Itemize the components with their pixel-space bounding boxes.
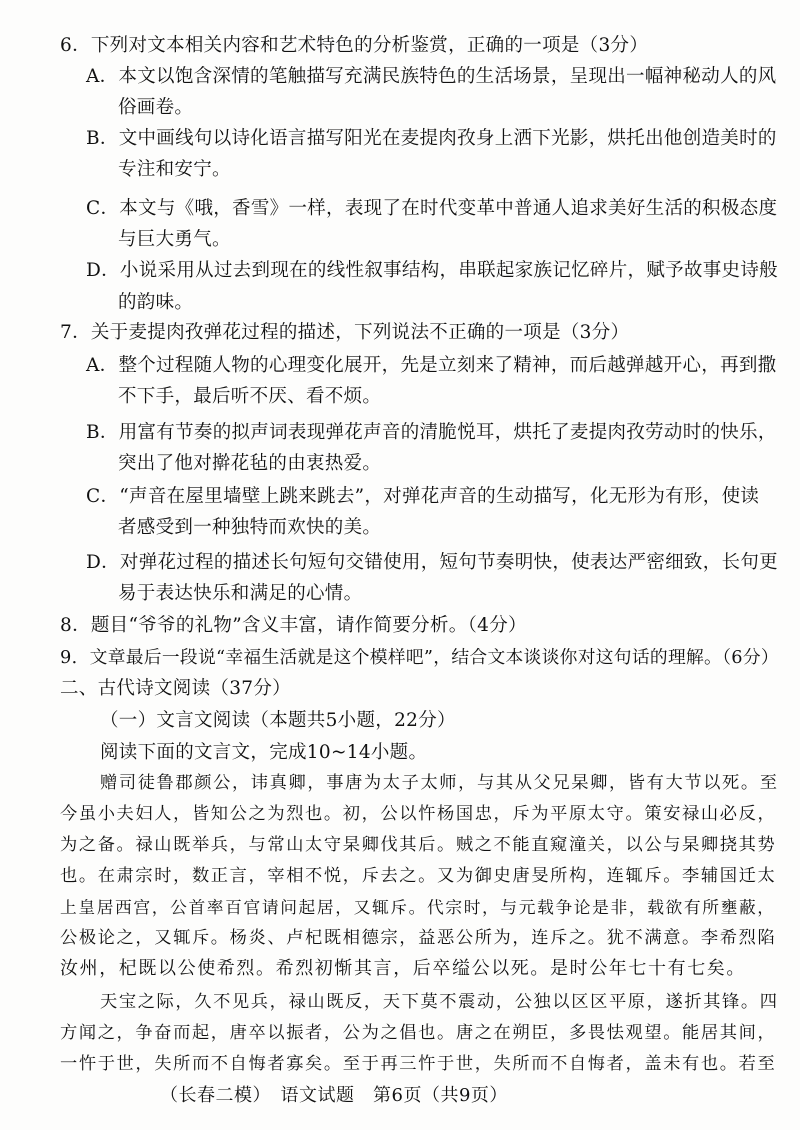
question-6-option-d-cont: 的韵味。 bbox=[118, 292, 194, 313]
classical-text-line: 为之备。禄山既举兵，与常山太守杲卿伐其后。贼之不能直窥潼关，以公与杲卿挠其势 bbox=[60, 835, 777, 855]
classical-text-line: 方闻之，争奋而起，唐卒以振者，公为之倡也。唐之在朔臣，多畏怯观望。能居其间， bbox=[60, 1023, 777, 1043]
page-footer: （长春二模） 语文试题 第6页（共9页） bbox=[160, 1085, 508, 1106]
question-8: 8．题目“爷爷的礼物”含义丰富，请作简要分析。（4分） bbox=[60, 615, 527, 636]
classical-text-line: 上皇居西宫，公首率百官请问起居，又辄斥。代宗时，与元载争论是非，载欲有所壅蔽， bbox=[60, 897, 776, 917]
subsection-heading: （一）文言文阅读（本题共5小题，22分） bbox=[100, 710, 456, 731]
question-6-option-b-cont: 专注和安宁。 bbox=[118, 159, 231, 180]
classical-text-line: 今虽小夫妇人，皆知公之为烈也。初，公以忤杨国忠，斥为平原太守。策安禄山必反， bbox=[60, 804, 777, 824]
question-7-option-d-cont: 易于表达快乐和满足的心情。 bbox=[118, 583, 363, 604]
question-7-stem: 7．关于麦提肉孜弹花过程的描述，下列说法不正确的一项是（3分） bbox=[60, 322, 630, 343]
question-7-option-d: D．对弹花过程的描述长句短句交错使用，短句节奏明快，使表达严密细致，长句更 bbox=[86, 552, 778, 573]
classical-text-line: 公极论之，又辄斥。杨炎、卢杞既相德宗，益恶公所为，连斥之。犹不满意。李希烈陷 bbox=[60, 928, 777, 948]
question-7-option-b-cont: 突出了他对擀花毡的由衷热爱。 bbox=[118, 453, 382, 474]
question-6-stem: 6．下列对文本相关内容和艺术特色的分析鉴赏，正确的一项是（3分） bbox=[60, 35, 649, 56]
question-7-option-a-cont: 不下手，最后听不厌、看不烦。 bbox=[118, 386, 382, 407]
classical-text-line: 汝州，杞既以公使希烈。希烈初惭其言，后卒缢公以死。是时公年七十有七矣。 bbox=[60, 958, 746, 979]
question-6-option-d: D．小说采用从过去到现在的线性叙事结构，串联起家族记忆碎片，赋予故事史诗般 bbox=[86, 260, 778, 281]
question-6-option-c-cont: 与巨大勇气。 bbox=[118, 229, 231, 250]
classical-text-line: 一忤于世，失所而不自悔者寡矣。至于再三忤于世，失所而不自悔者，盖未有也。若至 bbox=[60, 1054, 777, 1074]
question-6-option-a: A．本文以饱含深情的笔触描写充满民族特色的生活场景，呈现出一幅神秘动人的风 bbox=[86, 66, 777, 87]
reading-instruction: 阅读下面的文言文，完成10~14小题。 bbox=[100, 742, 428, 763]
question-7-option-a: A．整个过程随人物的心理变化展开，先是立刻来了精神，而后越弹越开心，再到撒 bbox=[86, 355, 777, 376]
classical-text-line: 赠司徒鲁郡颜公，讳真卿，事唐为太子太师，与其从父兄杲卿，皆有大节以死。至 bbox=[100, 773, 779, 793]
question-6-option-c: C．本文与《哦，香雪》一样，表现了在时代变革中普通人追求美好生活的积极态度 bbox=[86, 198, 778, 219]
classical-text-line: 天宝之际，久不见兵，禄山既反，天下莫不震动，公独以区区平原，遂折其锋。四 bbox=[100, 992, 779, 1012]
question-9: 9．文章最后一段说“幸福生活就是这个模样吧”，结合文本谈谈你对这句话的理解。（6分） bbox=[60, 648, 779, 668]
section-heading: 二、古代诗文阅读（37分） bbox=[60, 678, 291, 699]
question-6-option-b: B．文中画线句以诗化语言描写阳光在麦提肉孜身上洒下光影，烘托出他创造美时的 bbox=[86, 128, 777, 149]
question-7-option-c: C．“声音在屋里墙壁上跳来跳去”，对弹花声音的生动描写，化无形为有形，使读 bbox=[86, 486, 760, 507]
question-6-option-a-cont: 俗画卷。 bbox=[118, 97, 194, 118]
question-7-option-b: B．用富有节奏的拟声词表现弹花声音的清脆悦耳，烘托了麦提肉孜劳动时的快乐， bbox=[86, 422, 777, 443]
classical-text-line: 也。在肃宗时，数正言，宰相不悦，斥去之。又为御史唐旻所构，连辄斥。李辅国迁太 bbox=[60, 866, 777, 886]
question-7-option-c-cont: 者感受到一种独特而欢快的美。 bbox=[118, 517, 382, 538]
